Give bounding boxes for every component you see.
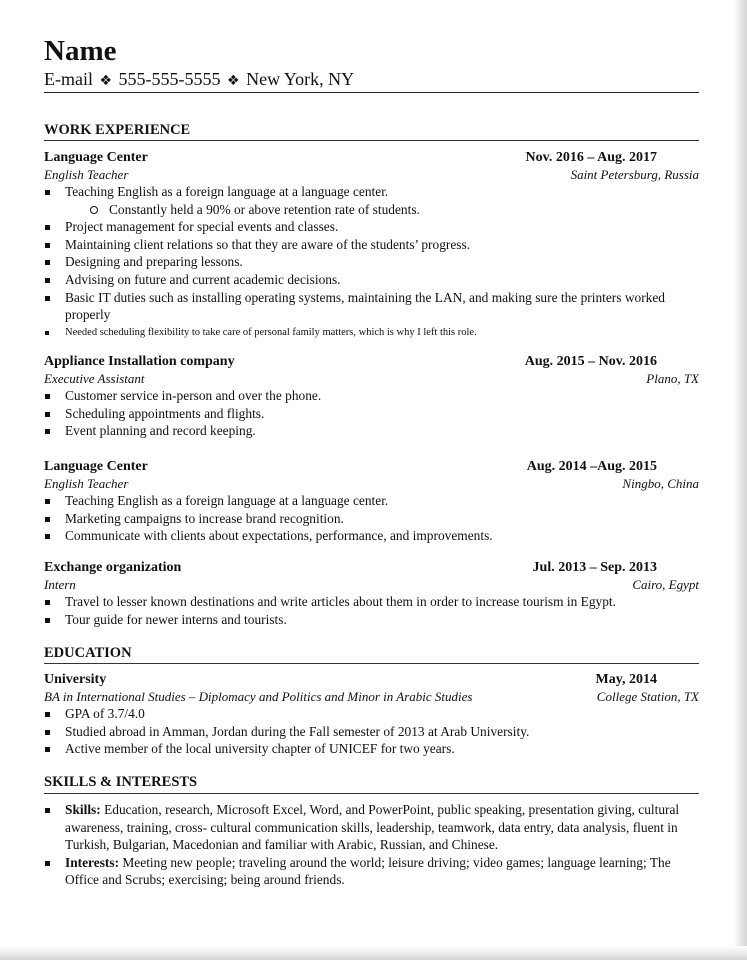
list-item: Tour guide for newer interns and tourists.: [44, 611, 699, 629]
skills-item: [44, 801, 699, 854]
skills-bullet-list: [44, 801, 699, 889]
separator-diamond-icon: ❖: [227, 73, 240, 89]
education-bullet-list: [44, 705, 699, 758]
job-dates: Aug. 2015 – Nov. 2016: [524, 354, 657, 369]
list-item: Teaching English as a foreign language at a language center.: [44, 492, 699, 510]
section-title-work-experience: WORK EXPERIENCE: [44, 122, 191, 138]
section-title-skills-interests: SKILLS & INTERESTS: [44, 774, 198, 790]
skills-entry: [44, 801, 699, 889]
degree: BA in International Studies – Diplomacy and Politics and Minor in Arabic Studies: [44, 689, 473, 704]
job-organization: Exchange organization: [44, 560, 182, 575]
section-divider: [44, 140, 699, 141]
skills-text: Education, research, Microsoft Excel, Word, and PowerPoint, public speaking, presentation giving, cultural awareness, training, cross- cultural communication skills, leadership, teamwork, data entry, data analysis, fluent in Turkish, Bulgarian, Macedonian and familiar with Arabic, Russian, and Chinese.: [65, 802, 680, 853]
school-name: University: [44, 672, 107, 687]
list-item: Customer service in-person and over the phone.: [44, 387, 699, 405]
contact-phone: 555-555-5555: [118, 69, 221, 89]
job-entry: [44, 149, 699, 341]
list-item: Studied abroad in Amman, Jordan during the Fall semester of 2013 at Arab University.: [44, 723, 699, 741]
header-divider: [44, 92, 699, 93]
list-item: Event planning and record keeping.: [44, 422, 699, 440]
interests-text: Meeting new people; traveling around the world; leisure driving; video games; language learning; The Office and Scrubs; exercising; being around friends.: [65, 854, 671, 888]
job-location: Saint Petersburg, Russia: [570, 167, 699, 182]
candidate-name: Name: [44, 35, 117, 67]
list-item: Marketing campaigns to increase brand recognition.: [44, 510, 699, 528]
list-item: Scheduling appointments and flights.: [44, 405, 699, 423]
list-item: Advising on future and current academic decisions.: [44, 271, 699, 289]
job-dates: Jul. 2013 – Sep. 2013: [532, 560, 657, 575]
job-entry: [44, 559, 699, 628]
page-edge-shadow-right: [733, 0, 747, 960]
job-entry: [44, 458, 699, 545]
job-dates: Aug. 2014 –Aug. 2015: [526, 459, 657, 474]
list-item: Needed scheduling flexibility to take care of personal family matters, which is why I left this role.: [44, 324, 699, 341]
education-dates: May, 2014: [595, 672, 657, 687]
job-title: English Teacher: [44, 476, 129, 491]
list-subitem: Constantly held a 90% or above retention rate of students.: [44, 201, 699, 219]
contact-location: New York, NY: [246, 69, 355, 89]
job-bullet-list: [44, 387, 699, 440]
interests-item: [44, 854, 699, 889]
list-item: Basic IT duties such as installing operating systems, maintaining the LAN, and making sure the printers worked properly: [44, 289, 699, 324]
separator-diamond-icon: ❖: [99, 73, 113, 89]
job-location: Ningbo, China: [622, 476, 699, 491]
job-location: Plano, TX: [646, 371, 699, 386]
list-item: Active member of the local university chapter of UNICEF for two years.: [44, 740, 699, 758]
section-divider: [44, 663, 699, 664]
section-divider: [44, 793, 699, 794]
job-title: Executive Assistant: [44, 371, 145, 386]
page-edge-shadow-bottom: [0, 946, 747, 960]
list-item: Teaching English as a foreign language at a language center.: [44, 183, 699, 201]
job-title: English Teacher: [44, 167, 129, 182]
list-item: Maintaining client relations so that they are aware of the students’ progress.: [44, 236, 699, 254]
contact-line: [44, 68, 354, 92]
skills-label: Skills:: [65, 802, 101, 817]
job-organization: Language Center: [44, 459, 148, 474]
job-organization: Appliance Installation company: [44, 354, 235, 369]
list-item: Travel to lesser known destinations and write articles about them in order to increase tourism in Egypt.: [44, 593, 699, 611]
job-bullet-list: [44, 593, 699, 628]
section-title-education: EDUCATION: [44, 645, 132, 661]
interests-label: Interests:: [65, 854, 120, 870]
education-location: College Station, TX: [596, 689, 699, 704]
list-item: Designing and preparing lessons.: [44, 253, 699, 271]
education-entry: [44, 671, 699, 758]
job-dates: Nov. 2016 – Aug. 2017: [525, 150, 657, 165]
job-bullet-list: [44, 492, 699, 545]
job-bullet-list: [44, 183, 699, 341]
list-item: Communicate with clients about expectations, performance, and improvements.: [44, 527, 699, 545]
job-entry: [44, 353, 699, 440]
list-item: Project management for special events and classes.: [44, 218, 699, 236]
contact-email: E-mail: [44, 69, 93, 89]
job-title: Intern: [44, 577, 76, 592]
job-organization: Language Center: [44, 150, 148, 165]
job-location: Cairo, Egypt: [632, 577, 699, 592]
list-item: GPA of 3.7/4.0: [44, 705, 699, 723]
